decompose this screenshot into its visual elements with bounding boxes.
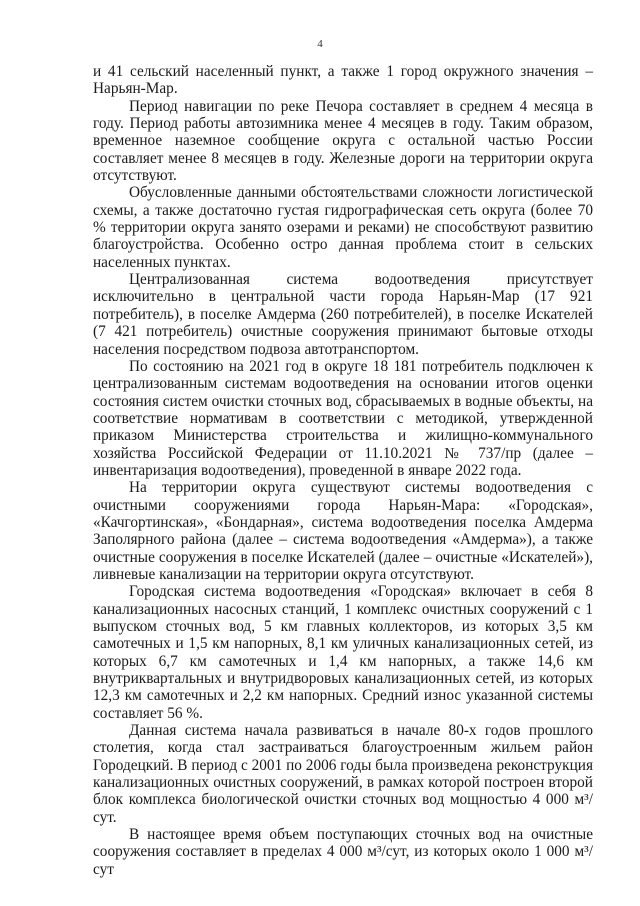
- paragraph-history: Данная система начала развиваться в начале 80-х годов прошлого столетия, когда стал застраиваться благоустроенным жильем район Городецкий. В период с 2001 по 2006 годы была произведена реконструкция канализационных очистных сооружений, в рамках которой построен второй блок комплекса биологической очистки сточных вод мощностью 4 000 м³/сут.: [93, 722, 593, 826]
- page-number: 4: [317, 38, 323, 50]
- paragraph-city-system: Городская система водоотведения «Городская» включает в себя 8 канализационных насосных станций, 1 комплекс очистных сооружений с 1 выпуском сточных вод, 5 км главных коллекторов, из которых 3,5 км самотечных и 1,5 км напорных, 8,1 км уличных канализационных сетей, из которых 6,7 км самотечных и 1,4 км напорных, а также 14,6 км внутриквартальных и внутридворовых канализационных сетей, из которых 12,3 км самотечных и 2,2 км напорных. Средний износ указанной системы составляет 56 %.: [93, 583, 593, 722]
- paragraph-continuation: и 41 сельский населенный пункт, а также 1 город окружного значения – Нарьян-Мар.: [93, 63, 593, 98]
- paragraph-centralized-system: Централизованная система водоотведения присутствует исключительно в центральной части города Нарьян-Мар (17 921 потребитель), в поселке Амдерма (260 потребителей), в поселке Искателей (7 421 потребитель) очистные сооружения принимают бытовые отходы населения посредством подвоза автотранспортом.: [93, 271, 593, 358]
- paragraph-logistics: Обусловленные данными обстоятельствами сложности логистической схемы, а также достаточно густая гидрографическая сеть округа (более 70 % территории округа занято озерами и реками) не способствуют развитию благоустройства. Особенно остро данная проблема стоит в сельских населенных пунктах.: [93, 184, 593, 271]
- paragraph-navigation-period: Период навигации по реке Печора составляет в среднем 4 месяца в году. Период работы автозимника менее 4 месяцев в году. Таким образом, временное наземное сообщение округа с остальной частью России составляет менее 8 месяцев в году. Железные дороги на территории округа отсутствуют.: [93, 97, 593, 185]
- paragraph-systems-list: На территории округа существуют системы водоотведения с очистными сооружениями города Нарьян-Мара: «Городская», «Качгортинская», «Бондарная», система водоотведения поселка Амдерма Заполярного района (далее – система водоотведения «Амдерма»), а также очистные сооружения в поселке Искателей (далее – очистные «Искателей»), ливневые канализации на территории округа отсутствуют.: [93, 479, 593, 583]
- document-body: [93, 63, 593, 878]
- paragraph-current-volume: В настоящее время объем поступающих сточных вод на очистные сооружения составляет в пределах 4 000 м³/сут, из которых около 1 000 м³/сут: [93, 826, 593, 878]
- paragraph-consumers-2021: По состоянию на 2021 год в округе 18 181 потребитель подключен к централизованным системам водоотведения на основании итогов оценки состояния систем очистки сточных вод, сбрасываемых в водные объекты, на соответствие нормативам в соответствии с методикой, утвержденной приказом Министерства строительства и жилищно-коммунального хозяйства Российской Федерации от 11.10.2021 № 737/пр (далее – инвентаризация водоотведения), проведенной в январе 2022 года.: [93, 357, 593, 479]
